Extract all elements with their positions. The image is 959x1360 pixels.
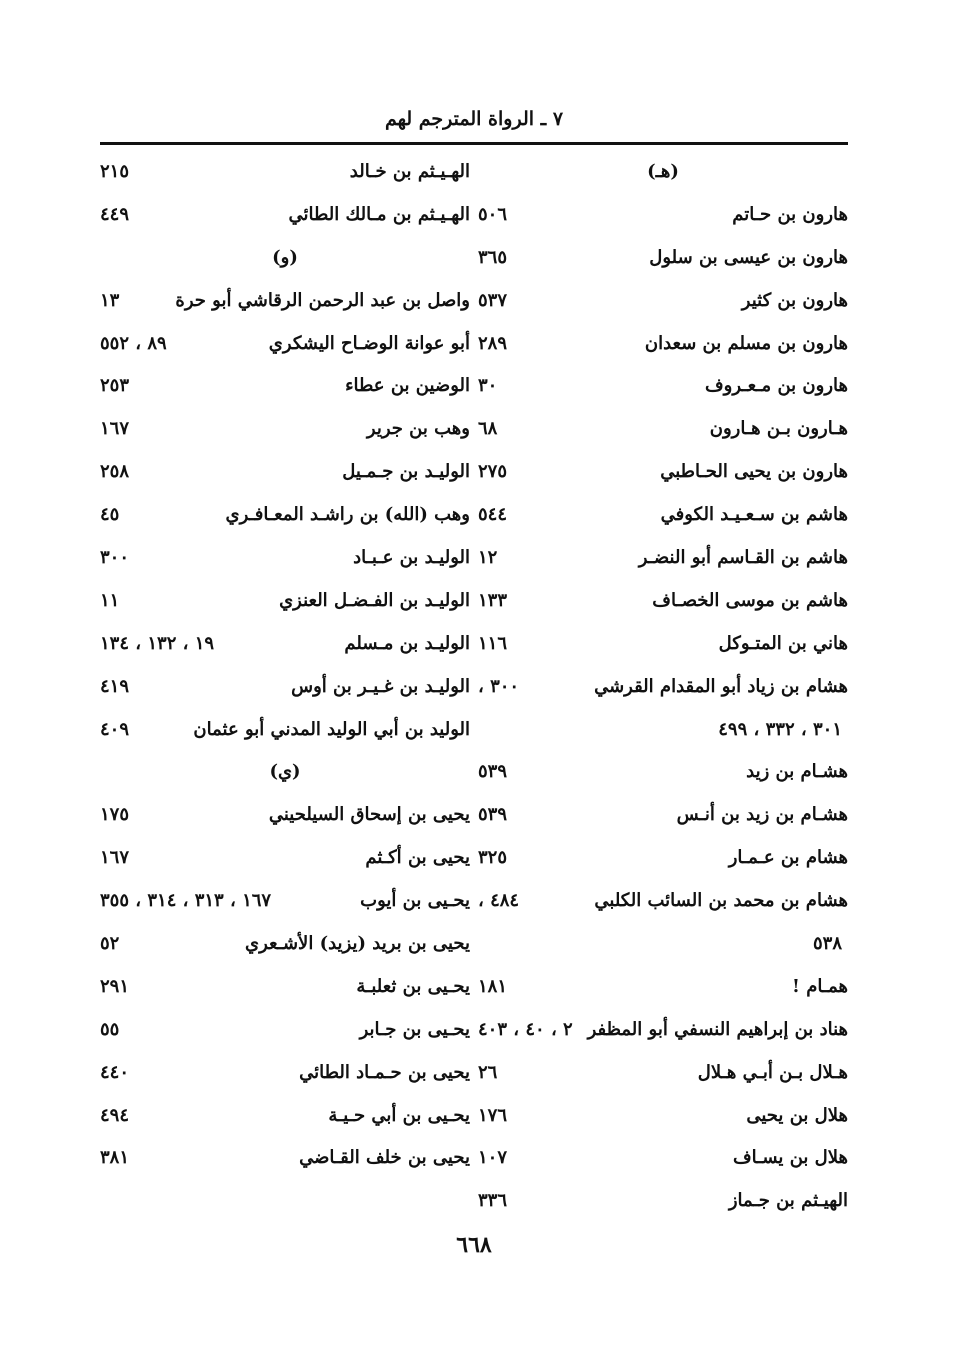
index-entry: [100, 579, 470, 622]
index-entry: [478, 364, 848, 407]
narrator-name: هشام بن زياد أبو المقدام القرشي: [594, 675, 848, 697]
narrator-name: الوليـد بن جـمـيل: [342, 461, 470, 483]
page-references: ٢ ، ٤٠ ، ٤٠٣: [478, 1018, 573, 1040]
narrator-name: يحيى بن بريد (يزيد) الأشـعري: [245, 932, 470, 954]
page-references: ٢٩١: [100, 975, 130, 997]
page-references: ٥٣٨: [812, 932, 842, 954]
narrator-name: يحـيى بن ثعلبـة: [356, 975, 470, 997]
page-references: ٥٠٦: [478, 203, 508, 225]
section-letter: [100, 750, 470, 793]
page-references: ٣٠٠: [100, 546, 130, 568]
page-references: ٢١٥: [100, 160, 130, 182]
page-references: ٤٩٤: [100, 1104, 130, 1126]
index-entry: [478, 1136, 848, 1179]
index-entry: [100, 793, 470, 836]
page-references: ٥٤٤: [478, 504, 508, 526]
narrator-name: هارون بن مسلم بن سعدان: [644, 332, 848, 354]
page-references: ٤٠٩: [100, 718, 130, 740]
narrator-name: الوليـد بن عـبـاد: [353, 546, 470, 568]
page-references: ٣٠٠ ،: [478, 675, 520, 697]
narrator-name: هشـام بن زيد: [746, 761, 848, 783]
section-letter: [478, 150, 848, 193]
narrator-name: واصل بن عبد الرحمن الرقاشي أبو حرة: [175, 289, 470, 311]
index-entry: [478, 922, 848, 965]
narrator-name: هـارون بـن هـارون: [709, 418, 848, 440]
page-references: ٣٦٥: [478, 246, 508, 268]
index-entry: [478, 407, 848, 450]
narrator-name: هلال بن يسـاف: [732, 1147, 848, 1169]
index-entry: [478, 450, 848, 493]
index-entry: [100, 965, 470, 1008]
narrator-name: الوليـد بن غـيـر بن أوس: [291, 675, 470, 697]
section-letter-label: (هـ): [647, 160, 679, 182]
narrator-name: هشام بن محمد بن السائب الكلبي: [594, 890, 848, 912]
narrator-name: هناد بن إبراهيم النسفي أبو المظفر: [587, 1018, 848, 1040]
index-entry: [478, 750, 848, 793]
narrator-name: هلال بن يحيى: [746, 1104, 848, 1126]
page-references: ١٧٥: [100, 804, 130, 826]
page-header: ٧ ـ الرواة المترجم لهم: [384, 108, 564, 130]
page-references: ٥٣٩: [478, 804, 508, 826]
narrator-name: هارون بن حـاتم: [732, 203, 848, 225]
page-references: ١٣: [100, 289, 120, 311]
index-entry: [100, 322, 470, 365]
section-letter-label: (و): [272, 246, 298, 268]
index-entry: [100, 1051, 470, 1094]
page-references: ١٦٧: [100, 847, 130, 869]
page-references: ٤١٩: [100, 675, 130, 697]
index-column-left: [100, 150, 470, 1179]
index-entry: [100, 708, 470, 751]
narrator-name: الهيـثم بن جـماز: [728, 1190, 848, 1212]
index-entry: [478, 1094, 848, 1137]
index-entry: [478, 193, 848, 236]
index-entry: [100, 1008, 470, 1051]
index-entry: [100, 665, 470, 708]
index-entry: [100, 536, 470, 579]
narrator-name: هارون بن كثير: [741, 289, 848, 311]
page-references: ٢٦: [478, 1061, 498, 1083]
index-entry: [478, 536, 848, 579]
index-entry: [100, 279, 470, 322]
narrator-name: هاشم بن سـعـيـد الكوفي: [660, 504, 848, 526]
narrator-name: هشام بن عـمـار: [728, 847, 848, 869]
page-references: ٦٨: [478, 418, 498, 440]
page-references: ٣٨١: [100, 1147, 130, 1169]
index-entry: [100, 622, 470, 665]
index-entry: [478, 965, 848, 1008]
narrator-name: هارون بن مـعـروف: [705, 375, 848, 397]
page-references: ١٠٧: [478, 1147, 508, 1169]
page-references: ١١: [100, 589, 120, 611]
narrator-name: يحيى بن إسحاق السيلحيني: [268, 804, 470, 826]
index-entry: [100, 364, 470, 407]
narrator-name: هارون بن يحيى الحـاطبي: [660, 461, 848, 483]
narrator-name: الهـيـثم بن خـالد: [349, 160, 470, 182]
narrator-name: يحيى بن خلف القـاضي: [299, 1147, 470, 1169]
page-references: ١٧٦: [478, 1104, 508, 1126]
index-entry: [478, 1008, 848, 1051]
index-entry: [478, 836, 848, 879]
page-references: ١٣٣: [478, 589, 508, 611]
index-entry: [478, 622, 848, 665]
page-references: ١٦٧ ، ٣١٣ ، ٣١٤ ، ٣٥٥: [100, 890, 272, 912]
narrator-name: هاني بن المتـوكل: [718, 632, 848, 654]
index-entry: [100, 450, 470, 493]
index-entry: [478, 793, 848, 836]
index-entry: [100, 193, 470, 236]
narrator-name: الهـيـثم بن مـالك الطائي: [288, 203, 470, 225]
narrator-name: يحـيى بن أيوب: [360, 890, 470, 912]
narrator-name: وهب (الله) بن راشـد المعـافـري: [225, 504, 470, 526]
section-letter-label: (ي): [269, 761, 301, 783]
page-references: ٥٢: [100, 932, 120, 954]
narrator-name: يحـيى بن جـابر: [359, 1018, 470, 1040]
narrator-name: الوضين بن عطاء: [345, 375, 470, 397]
index-entry: [100, 493, 470, 536]
page-references: ٢٥٨: [100, 461, 130, 483]
page-references: ٤٨٤ ،: [478, 890, 520, 912]
index-entry: [478, 1179, 848, 1222]
index-entry: [100, 879, 470, 922]
narrator-name: يحيى بن حـمـاد الطائي: [299, 1061, 470, 1083]
narrator-name: الوليـد بن مـسلم: [344, 632, 470, 654]
narrator-name: الوليـد بن الفـضـل العنزي: [279, 589, 470, 611]
header-rule: [100, 142, 848, 145]
page-references: ٤٤٠: [100, 1061, 130, 1083]
narrator-name: هاشم بن القـاسم أبو النضـر: [638, 546, 848, 568]
index-entry: [100, 407, 470, 450]
index-entry: [478, 1051, 848, 1094]
page-references: ٢٧٥: [478, 461, 508, 483]
narrator-name: هارون بن عيسى بن سلول: [649, 246, 848, 268]
page-references: ١١٦: [478, 632, 508, 654]
index-entry: [478, 322, 848, 365]
index-entry: [478, 236, 848, 279]
index-entry: [100, 836, 470, 879]
page-references: ٣٢٥: [478, 847, 508, 869]
page-references: ٥٣٧: [478, 289, 508, 311]
narrator-name: يحـيى بن أبي حـيـة: [328, 1104, 470, 1126]
page-references: ٢٨٩: [478, 332, 508, 354]
index-entry: [100, 1094, 470, 1137]
page-references: ٥٥: [100, 1018, 120, 1040]
page-number: ٦٦٨: [456, 1232, 492, 1258]
page-references: ٢٥٣: [100, 375, 130, 397]
page-references: ٤٥: [100, 504, 120, 526]
page-references: ١٩ ، ١٣٢ ، ١٣٤: [100, 632, 215, 654]
index-entry: [478, 665, 848, 708]
narrator-name: أبو عوانة الوضـاح اليشكري: [268, 332, 470, 354]
page-references: ١٨١: [478, 975, 508, 997]
narrator-name: وهب بن جرير: [366, 418, 470, 440]
page-references: ٣٠١ ، ٣٣٢ ، ٤٩٩: [718, 718, 842, 740]
page-references: ٤٤٩: [100, 203, 130, 225]
narrator-name: هشـام بن زيد بن أنـس: [676, 804, 848, 826]
index-column-right: [478, 150, 848, 1222]
index-entry: [478, 708, 848, 751]
index-entry: [478, 579, 848, 622]
narrator-name: الوليد بن أبي الوليد المدني أبو عثمان: [193, 718, 470, 740]
index-entry: [478, 493, 848, 536]
index-entry: [100, 150, 470, 193]
index-entry: [478, 879, 848, 922]
section-letter: [100, 236, 470, 279]
index-entry: [100, 922, 470, 965]
page-references: ٣٠: [478, 375, 498, 397]
page-references: ٣٣٦: [478, 1190, 508, 1212]
page-references: ١٦٧: [100, 418, 130, 440]
index-entry: [478, 279, 848, 322]
narrator-name: هاشم بن موسى الخصـاف: [652, 589, 848, 611]
narrator-name: همـام !: [792, 975, 848, 997]
page-references: ٥٣٩: [478, 761, 508, 783]
narrator-name: هـلال بـن أبـي هـلال: [697, 1061, 848, 1083]
page-references: ١٢: [478, 546, 498, 568]
narrator-name: يحيى بن أكـثم: [365, 847, 470, 869]
page-references: ٨٩ ، ٥٥٢: [100, 332, 167, 354]
index-entry: [100, 1136, 470, 1179]
